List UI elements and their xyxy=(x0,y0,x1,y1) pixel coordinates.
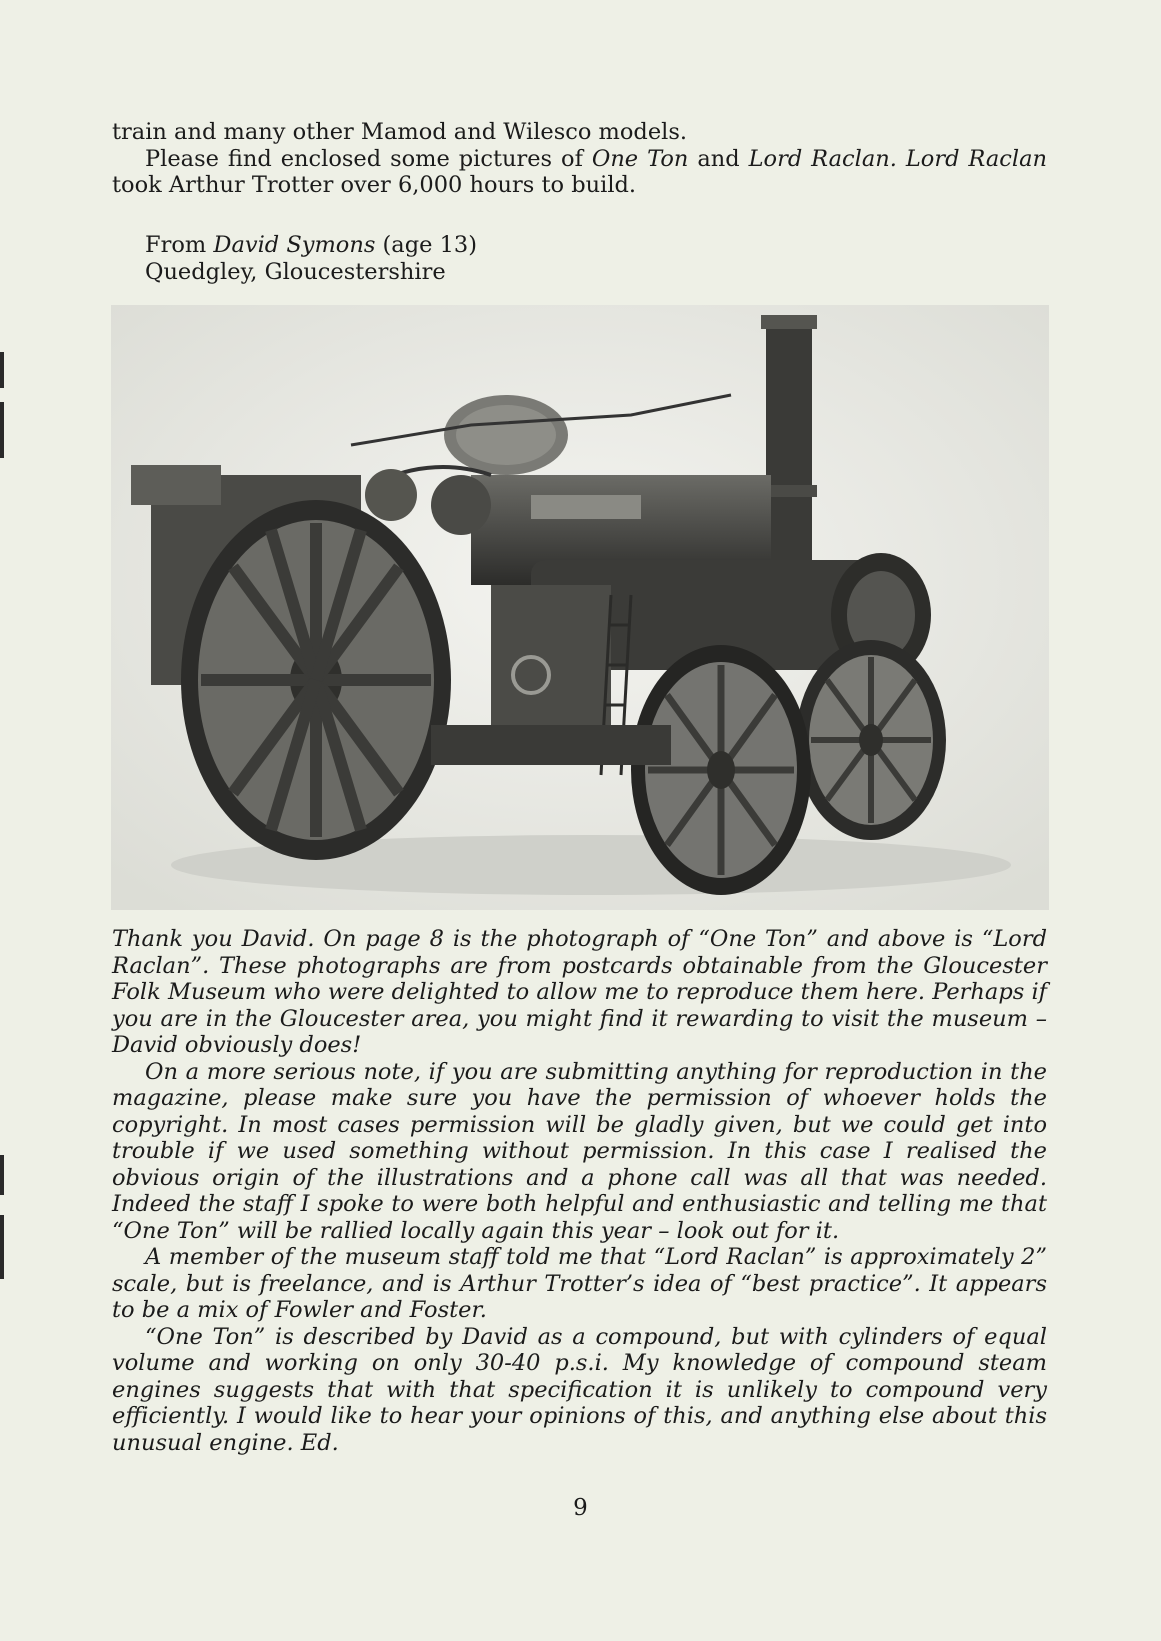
letter-signature xyxy=(145,232,745,285)
traction-engine-photo xyxy=(111,305,1049,910)
scan-edge-mark xyxy=(0,352,4,388)
sender-age: (age 13) xyxy=(375,232,477,258)
front-wheel xyxy=(631,645,811,895)
italic-title-one-ton: One Ton xyxy=(591,145,689,172)
reply-paragraph: A member of the museum staff told me that “Lord Raclan” is approximately 2” scale, but is freelance, and is Arthur Trotter’s idea of “best practice”. It appears to be a mix of Fowler and Foster. xyxy=(112,1244,1047,1323)
reply-paragraph: Thank you David. On page 8 is the photograph of “One Ton” and above is “Lord Raclan”. These photographs are from postcards obtainable from the Gloucester Folk Museum who were delighted to allow me to reproduce them here. Perhaps if you are in the Gloucester area, you might find it rewarding to visit the museum – David obviously does! xyxy=(112,926,1047,1058)
rear-wheel xyxy=(181,500,451,860)
sender-name: David Symons xyxy=(213,232,376,258)
text-run: took Arthur Trotter over 6,000 hours to build. xyxy=(112,172,637,198)
reply-paragraph: “One Ton” is described by David as a compound, but with cylinders of equal volume and working on only 30-40 p.s.i. My knowledge of compound steam engines suggests that with that specification it is unlikely to compound very efficiently. I would like to hear your opinions of this, and anything else about this unusual engine. Ed. xyxy=(112,1323,1047,1456)
page-number: 9 xyxy=(573,1495,588,1521)
editor-reply xyxy=(112,926,1047,1456)
letter-text xyxy=(112,119,1047,199)
scan-edge-mark xyxy=(0,1155,4,1195)
sender-name-line xyxy=(145,232,745,259)
text-run: and xyxy=(688,145,749,172)
letter-paragraph xyxy=(112,146,1047,199)
italic-title-lord-raclan: Lord Raclan. Lord Raclan xyxy=(748,145,1047,172)
text-run: Please find enclosed some pictures of xyxy=(145,145,592,172)
scan-edge-mark xyxy=(0,1215,4,1279)
from-label: From xyxy=(145,232,214,258)
scan-edge-mark xyxy=(0,402,4,458)
traction-engine-illustration xyxy=(111,305,1049,910)
letter-line: train and many other Mamod and Wilesco models. xyxy=(112,119,688,145)
reply-paragraph: On a more serious note, if you are submitting anything for reproduction in the magazine, please make sure you have the permission of whoever holds the copyright. In most cases permission will be gladly given, but we could get into trouble if we used something without permission. In this case I realised the obvious origin of the illustrations and a phone call was all that was needed. Indeed the staff I spoke to were both helpful and enthusiastic and telling me that “One Ton” will be rallied locally again this year – look out for it. xyxy=(112,1058,1047,1244)
front-wheel xyxy=(796,640,946,840)
sender-location: Quedgley, Gloucestershire xyxy=(145,258,446,285)
